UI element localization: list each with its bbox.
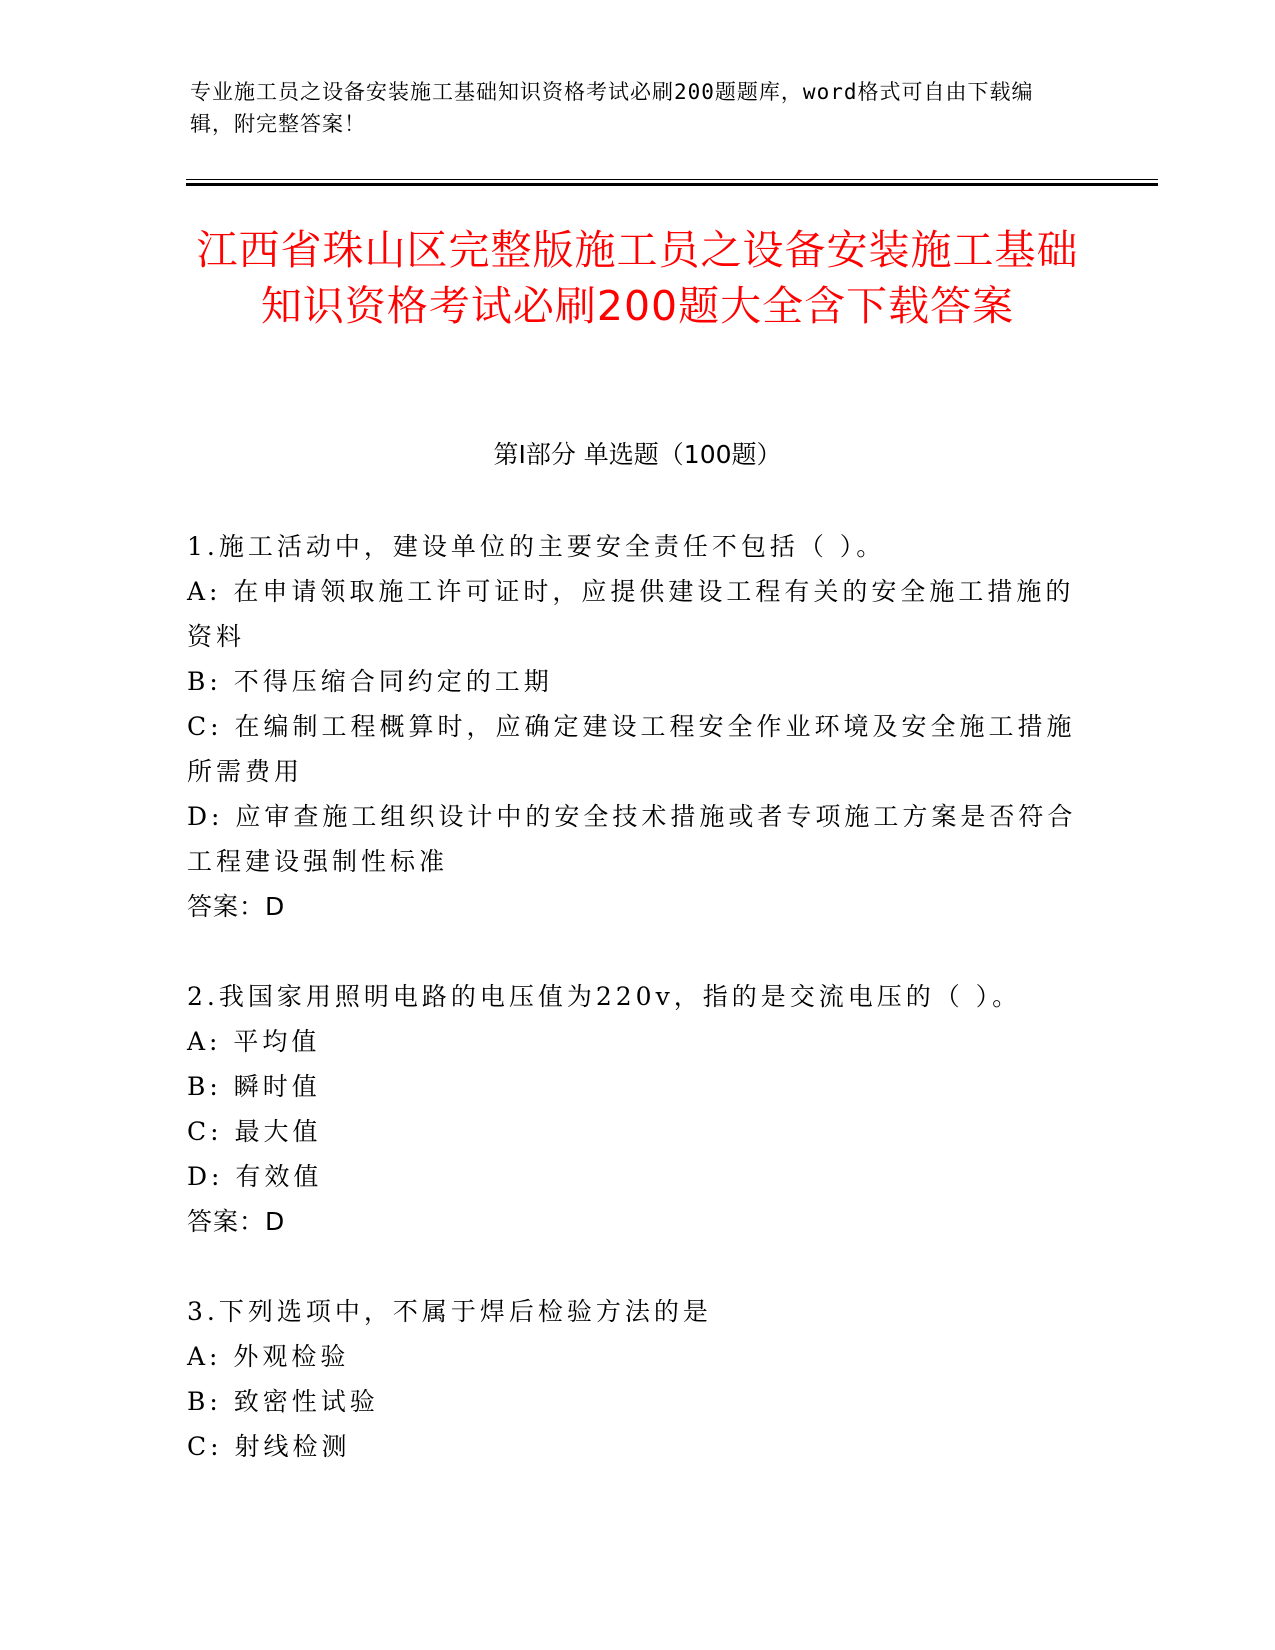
option-b: B: 瞬时值: [187, 1072, 321, 1101]
question-stem: 3.下列选项中，不属于焊后检验方法的是: [187, 1297, 712, 1326]
question-list: [187, 524, 1077, 1514]
option-c: C: 射线检测: [187, 1432, 351, 1461]
option-d: D: 有效值: [187, 1162, 323, 1191]
answer-line: 答案：D: [187, 1207, 286, 1236]
question-1: [187, 524, 1077, 929]
question-3: [187, 1289, 1077, 1469]
answer-line: 答案：D: [187, 892, 286, 921]
option-c: C: 最大值: [187, 1117, 322, 1146]
header-rule-thick: [186, 183, 1158, 186]
option-c: C: 在编制工程概算时，应确定建设工程安全作业环境及安全施工措施所需费用: [187, 712, 1076, 786]
option-d: D: 应审查施工组织设计中的安全技术措施或者专项施工方案是否符合工程建设强制性标准: [187, 802, 1077, 876]
option-a: A: 外观检验: [187, 1342, 350, 1371]
question-stem: 2.我国家用照明电路的电压值为220v，指的是交流电压的（ ）。: [187, 982, 1022, 1011]
option-b: B: 不得压缩合同约定的工期: [187, 667, 553, 696]
header-note: 专业施工员之设备安装施工基础知识资格考试必刷200题题库，word格式可自由下载编辑，附完整答案！: [190, 80, 1034, 136]
question-stem: 1.施工活动中，建设单位的主要安全责任不包括（ ）。: [187, 532, 886, 561]
document-title: 江西省珠山区完整版施工员之设备安装施工基础知识资格考试必刷200题大全含下载答案: [196, 226, 1079, 330]
option-a: A: 平均值: [187, 1027, 321, 1056]
header-rule-thin: [186, 179, 1158, 180]
option-a: A: 在申请领取施工许可证时，应提供建设工程有关的安全施工措施的资料: [187, 577, 1075, 651]
section-title: 第Ⅰ部分 单选题（100题）: [493, 440, 782, 469]
option-b: B: 致密性试验: [187, 1387, 379, 1416]
question-2: [187, 974, 1077, 1244]
